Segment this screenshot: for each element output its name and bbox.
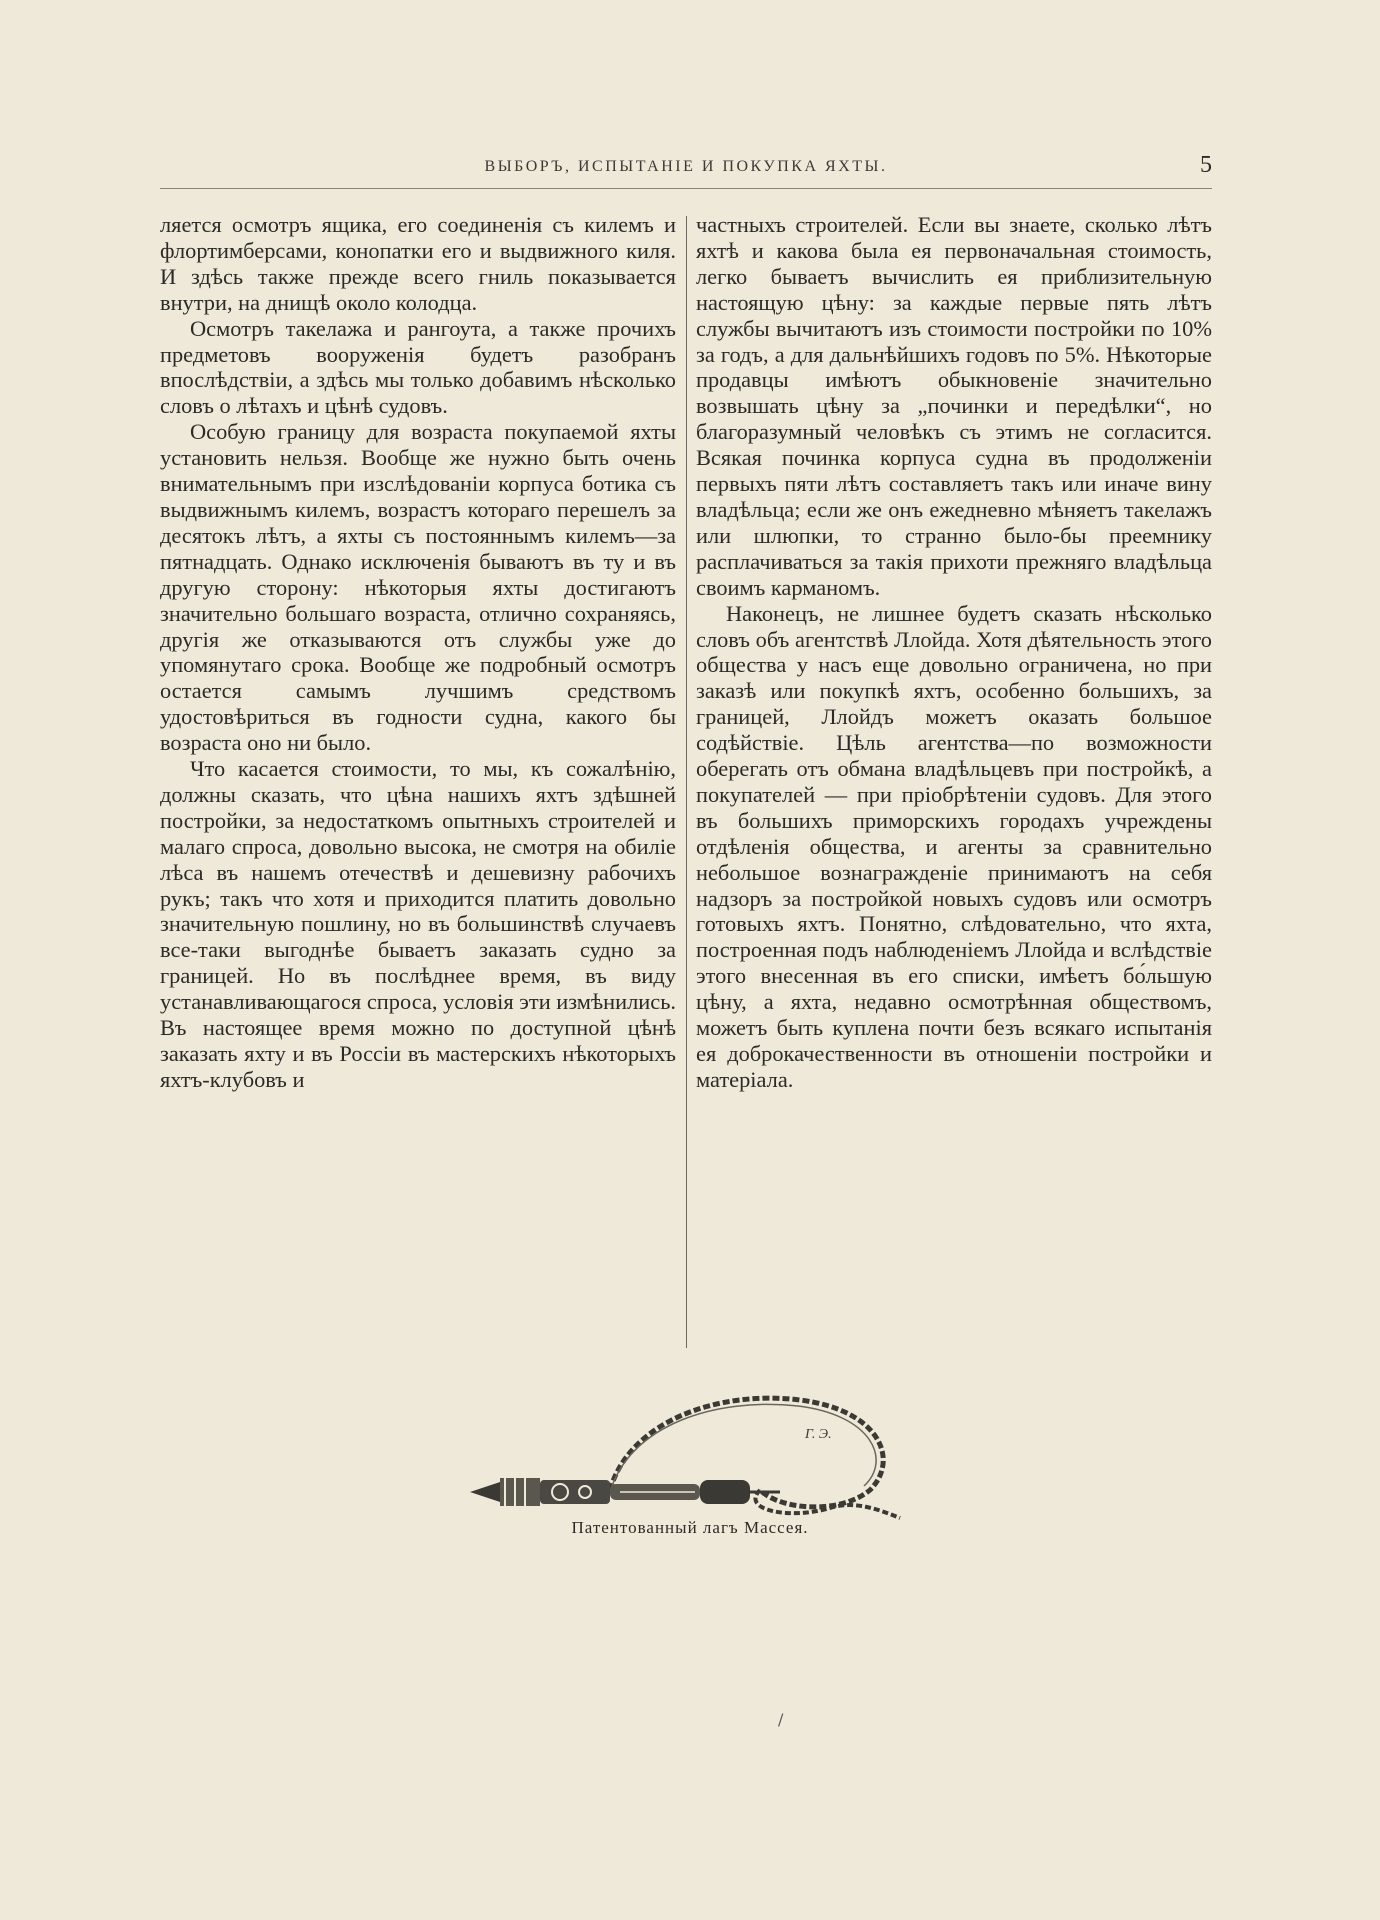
engraver-mark: Г. Э.: [805, 1427, 832, 1442]
stray-mark: /: [778, 1710, 784, 1729]
column-divider: [686, 216, 687, 1348]
page-number: 5: [1200, 152, 1212, 178]
text-columns: [160, 212, 1212, 1352]
paragraph: Наконецъ, не лишнее будетъ сказать нѣсколько словъ объ агентствѣ Ллойда. Хотя дѣятельность этого общества у насъ еще довольно ограничена, но при заказѣ или покупкѣ яхтъ, особенно большихъ, за границей, Ллойдъ можетъ оказать большое содѣйствіе. Цѣль агентства—по возможности оберегать отъ обмана владѣльцевъ при постройкѣ, а покупателей — при пріобрѣтеніи судовъ. Для этого въ большихъ приморскихъ городахъ учреждены отдѣленія общества, и агенты за сравнительно небольшое вознагражденіе принимаютъ на себя надзоръ за постройкой новыхъ судовъ или осмотръ готовыхъ яхтъ. Понятно, слѣдовательно, что яхта, построенная подъ наблюденіемъ Ллойда и вслѣдствіе этого внесенная въ его списки, имѣетъ бо́льшую цѣну, а яхта, недавно осмотрѣнная обществомъ, можетъ быть куплена почти безъ всякаго испытанія ея доброкачественности въ отношеніи постройки и матеріала.: [696, 600, 1212, 1092]
paragraph: Осмотръ такелажа и рангоута, а также прочихъ предметовъ вооруженія будетъ разобранъ впослѣдствіи, а здѣсь мы только добавимъ нѣсколько словъ о лѣтахъ и цѣнѣ судовъ.: [160, 315, 676, 419]
patent-log-illustration: [460, 1380, 910, 1530]
figure-caption: Патентованный лагъ Массея.: [571, 1518, 809, 1537]
paragraph: Особую границу для возраста покупаемой яхты установить нельзя. Вообще же нужно быть очень внимательнымъ при изслѣдованіи корпуса ботика съ выдвижнымъ килемъ, возрастъ котораго перешелъ за десятокъ лѣтъ, а яхты съ постояннымъ килемъ—за пятнадцать. Однако исключенія бываютъ въ ту и въ другую сторону: нѣкоторыя яхты достигаютъ значительно большаго возраста, отлично сохраняясь, другія же отказываются отъ службы уже до упомянутаго срока. Вообще же подробный осмотръ остается самымъ лучшимъ средствомъ удостовѣриться въ годности судна, какого бы возраста оно ни было.: [160, 419, 676, 756]
page-header: [160, 152, 1212, 188]
running-title: ВЫБОРЪ, ИСПЫТАНІЕ И ПОКУПКА ЯХТЫ.: [484, 158, 888, 175]
left-column: [160, 212, 676, 1352]
paragraph: Что касается стоимости, то мы, къ сожалѣнію, должны сказать, что цѣна нашихъ яхтъ здѣшней постройки, за недостаткомъ опытныхъ строителей и малаго спроса, довольно высока, не смотря на обиліе лѣса въ нашемъ отечествѣ и дешевизну рабочихъ рукъ; такъ что хотя и приходится платить довольно значительную пошлину, но въ большинствѣ случаевъ все-таки выгоднѣе бываетъ заказать судно за границей. Но въ послѣднее время, въ виду устанавливающагося спроса, условія эти измѣнились. Въ настоящее время можно по доступной цѣнѣ заказать яхту и въ Россіи въ мастерскихъ нѣкоторыхъ яхтъ-клубовъ и: [160, 756, 676, 1092]
header-rule: [160, 188, 1212, 189]
paragraph: ляется осмотръ ящика, его соединенія съ килемъ и флортимберсами, конопатки его и выдвижного киля. И здѣсь также прежде всего гниль показывается внутри, на днищѣ около колодца.: [160, 212, 676, 315]
right-column: [696, 212, 1212, 1352]
paragraph: частныхъ строителей. Если вы знаете, сколько лѣтъ яхтѣ и какова была ея первоначальная стоимость, легко бываетъ вычислить ея приблизительную настоящую цѣну: за каждые первые пять лѣтъ службы вычитаютъ изъ стоимости постройки по 10% за годъ, а для дальнѣйшихъ годовъ по 5%. Нѣкоторые продавцы имѣютъ обыкновеніе значительно возвышать цѣну за „починки и передѣлки“, но благоразумный человѣкъ съ этимъ не согласится. Всякая починка корпуса судна въ продолженіи первыхъ пяти лѣтъ составляетъ такъ или иначе вину владѣльца; если же онъ ежедневно мѣняетъ такелажъ или шлюпки, то странно было-бы преемнику расплачиваться за такія прихоти прежняго владѣльца своимъ карманомъ.: [696, 212, 1212, 600]
